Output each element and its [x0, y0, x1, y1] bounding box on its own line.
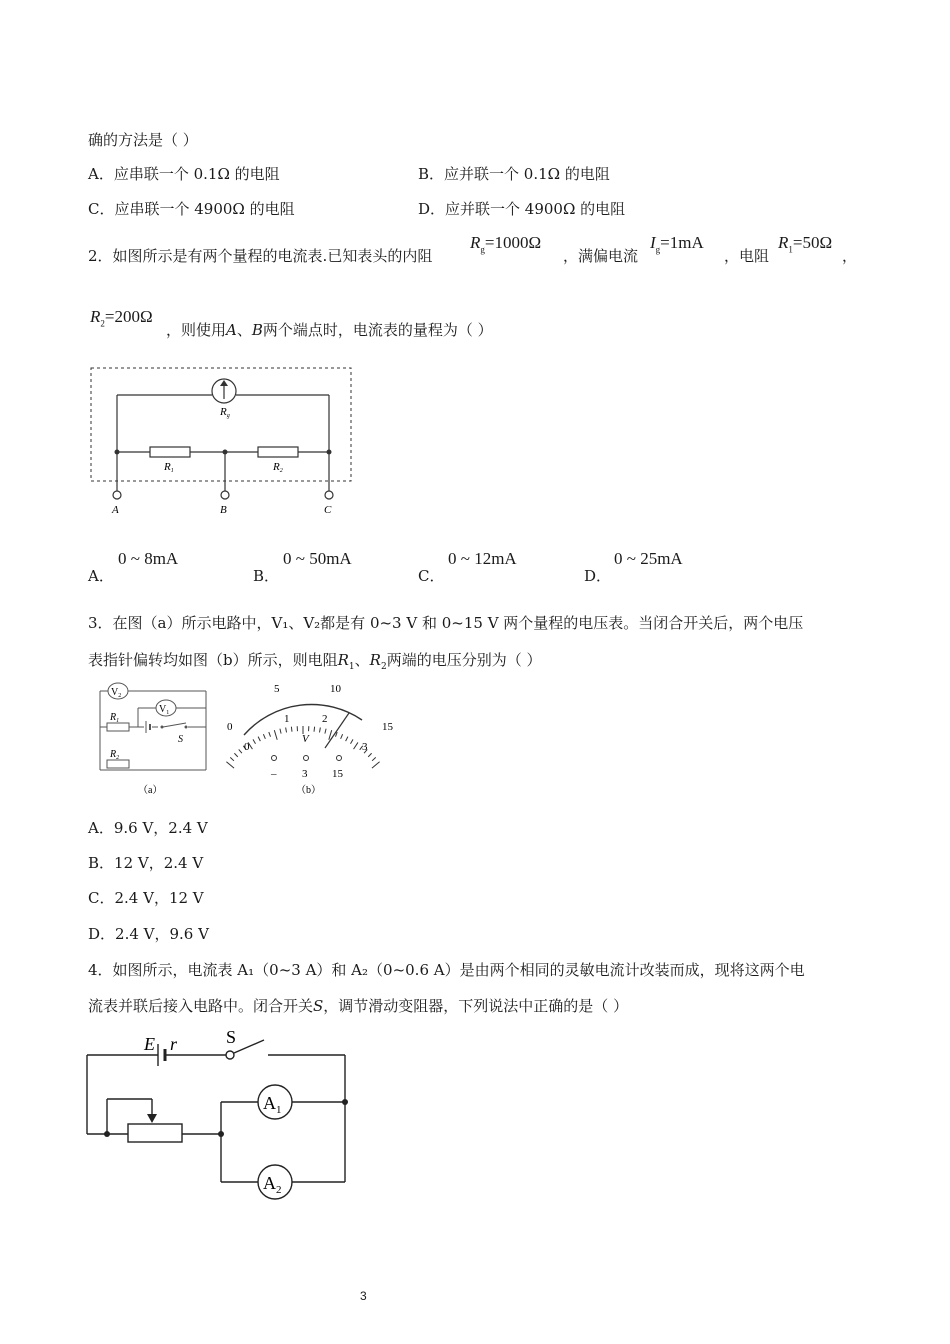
- svg-text:S: S: [178, 734, 183, 745]
- q3-option-a: A．9.6 V，2.4 V: [88, 819, 208, 837]
- q3-circuit-figure-a: [88, 680, 213, 800]
- dial-tick: [280, 729, 281, 734]
- q2-stem-a: 2．如图所示是有两个量程的电流表.已知表头的内阻: [88, 247, 433, 265]
- svg-text:1: 1: [284, 713, 290, 725]
- dial-tick: [286, 728, 287, 733]
- q2-option-b-label: B．: [253, 567, 280, 585]
- svg-text:A2: $A_2$: [263, 1173, 282, 1196]
- dial-tick: [291, 727, 292, 732]
- voltmeter-v2-icon: [108, 683, 128, 699]
- svg-text:A: A: [112, 504, 119, 516]
- svg-text:S: S: [226, 1027, 237, 1047]
- q2-option-a-label: A．: [88, 567, 114, 585]
- dial-pointer: [325, 713, 349, 748]
- q1-option-d: D．应并联一个 4900Ω 的电阻: [418, 200, 626, 218]
- dial-tick: [346, 737, 348, 741]
- dial-tick: [239, 749, 242, 753]
- q3-option-c: C．2.4 V，12 V: [88, 889, 204, 907]
- q2-ig-formula: $I_g=1mA$: [650, 233, 704, 255]
- svg-text:3: 3: [302, 768, 308, 780]
- dial-tick: [258, 737, 260, 741]
- q2-stem-e: ，则使用A、B两个端点时，电流表的量程为（ ）: [166, 321, 493, 339]
- dial-tick: [368, 753, 371, 757]
- svg-text:R2: $R_2$: [110, 749, 120, 761]
- resistor-r1: [150, 447, 190, 457]
- q1-stem-tail: 确的方法是（ ）: [88, 131, 198, 149]
- svg-text:R1: R1: [164, 461, 174, 474]
- dial-tick: [372, 757, 376, 760]
- galvanometer-icon: [212, 379, 236, 403]
- q4-stem-line2: 流表并联后接入电路中。闭合开关S，调节滑动变阻器，下列说法中正确的是（ ）: [88, 997, 629, 1015]
- svg-text:r: r: [170, 1034, 178, 1054]
- q1-option-c: C．应串联一个 4900Ω 的电阻: [88, 200, 295, 218]
- svg-text:V2: $V_2$: [111, 687, 122, 699]
- q2-option-b-value: 0 ~ 50mA: [283, 549, 352, 568]
- svg-text:E: E: [144, 1034, 155, 1054]
- dial-tick: [314, 727, 315, 732]
- ammeter-a1-icon: [258, 1085, 292, 1119]
- svg-text:–: –: [271, 768, 277, 780]
- q2-option-a-value: 0 ~ 8mA: [118, 549, 179, 568]
- svg-text:（a）: （a）: [138, 785, 163, 796]
- svg-text:15: 15: [382, 721, 393, 733]
- dial-tick: [325, 729, 326, 734]
- ammeter-a2-icon: [258, 1165, 292, 1199]
- q2-stem-d: ，: [842, 247, 858, 265]
- svg-text:C: C: [324, 504, 332, 516]
- dial-tick: [351, 739, 354, 743]
- q2-stem-c: ，电阻: [724, 247, 770, 265]
- svg-text:A1: $A_1$: [263, 1093, 282, 1116]
- q2-circuit-figure: [88, 365, 358, 525]
- q2-rg-formula: $R_g=1000\Omega$: [470, 233, 542, 255]
- q2-option-c-value: 0 ~ 12mA: [448, 549, 517, 568]
- svg-text:15: 15: [332, 768, 343, 780]
- dial-tick: [341, 734, 343, 739]
- dial-tick: [230, 757, 234, 760]
- svg-text:Rg: Rg: [220, 406, 230, 419]
- svg-text:10: 10: [330, 683, 341, 695]
- dial-tick: [226, 762, 234, 768]
- q2-r1-formula: $R_1=50\Omega$: [778, 233, 833, 255]
- resistor-r2: [258, 447, 298, 457]
- dial-tick: [274, 730, 277, 740]
- svg-text:R2: R2: [273, 461, 283, 474]
- svg-text:R1: $R_1$: [110, 712, 120, 724]
- dial-tick: [354, 742, 358, 749]
- svg-text:2: 2: [322, 713, 328, 725]
- svg-text:B: B: [220, 504, 227, 516]
- q1-option-b: B．应并联一个 0.1Ω 的电阻: [418, 165, 610, 183]
- svg-text:V: V: [302, 733, 309, 745]
- q3-option-b: B．12 V，2.4 V: [88, 854, 204, 872]
- q3-voltmeter-dial-b: [222, 680, 402, 800]
- q4-circuit-figure: [80, 1027, 360, 1200]
- q2-option-d-value: 0 ~ 25mA: [614, 549, 683, 568]
- svg-text:3: 3: [362, 741, 368, 753]
- q2-option-c-label: C．: [418, 567, 445, 585]
- q2-option-d-label: D．: [584, 567, 612, 585]
- rheostat: [128, 1124, 182, 1142]
- q3-stem-line1: 3．在图（a）所示电路中，V₁、V₂都是有 0~3 V 和 0~15 V 两个量程的电压表。当闭合开关后，两个电压: [88, 614, 804, 632]
- voltmeter-v1-icon: [156, 700, 176, 716]
- svg-text:V1: $V_1$: [159, 704, 170, 716]
- dial-tick: [253, 739, 256, 743]
- svg-text:（b）: （b）: [296, 785, 321, 796]
- svg-text:5: 5: [274, 683, 280, 695]
- page-number: 3: [360, 1289, 367, 1303]
- svg-text:0: 0: [244, 741, 250, 753]
- dial-tick: [269, 732, 271, 737]
- dial-tick: [372, 762, 380, 768]
- q1-option-a: A．应串联一个 0.1Ω 的电阻: [88, 165, 280, 183]
- q3-option-d: D．2.4 V，9.6 V: [88, 925, 209, 943]
- q4-stem-line1: 4．如图所示，电流表 A₁（0~3 A）和 A₂（0~0.6 A）是由两个相同的灵敏电流计改装而成，现将这两个电: [88, 961, 805, 979]
- q3-stem-line2: 表指针偏转均如图（b）所示，则电阻$R_1$、$R_2$两端的电压分别为（ ）: [88, 651, 542, 672]
- dial-tick: [234, 753, 237, 757]
- dial-tick: [319, 728, 320, 733]
- dial-tick: [263, 734, 265, 739]
- q2-stem-b: ，满偏电流: [563, 247, 639, 265]
- q2-r2-formula: $R_2=200\Omega$: [90, 307, 153, 329]
- svg-text:0: 0: [227, 721, 233, 733]
